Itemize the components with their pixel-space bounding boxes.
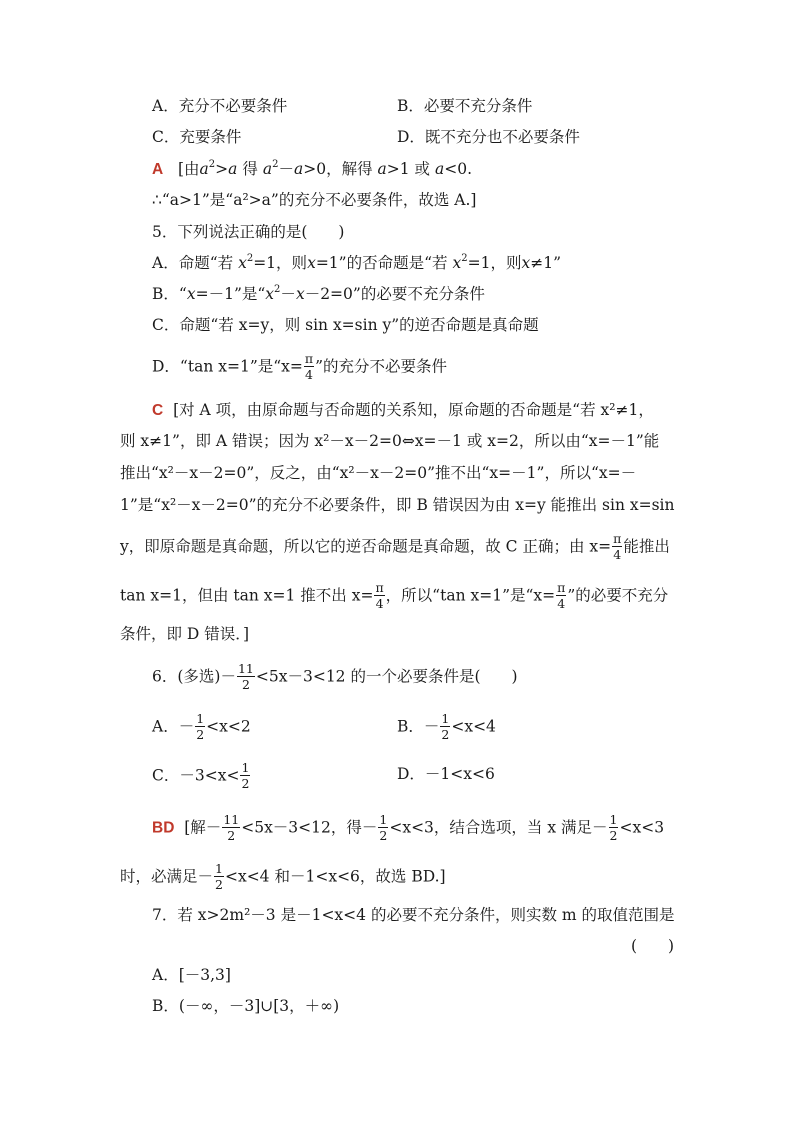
fraction-1-over-2: $\frac{1}{2}$ [215, 861, 223, 892]
fraction-11-over-2: $\frac{11}{2}$ [237, 661, 254, 692]
fraction-pi-over-4: $\frac{\pi}{4}$ [613, 531, 622, 562]
q5-stem: 5．下列说法正确的是( ) [152, 223, 345, 241]
q6-option-c: C．－3<x< $\frac{1}{2}$ [152, 760, 250, 791]
q5-option-c: C．命题“若 x=y，则 sin x=sin y”的逆否命题是真命题 [152, 316, 539, 334]
q4-solution-line2: ∴“a>1”是“a²>a”的充分不必要条件，故选 A.] [152, 191, 477, 209]
q4-answer: A [152, 161, 164, 178]
fraction-pi-over-4: $\frac{\pi}{4}$ [304, 351, 314, 382]
fraction-pi-over-4: $\frac{\pi}{4}$ [375, 580, 384, 611]
q5-explanation-line1: C [对 A 项，由原命题与否命题的关系知，原命题的否命题是“若 x²≠1， [152, 401, 654, 419]
q5-explanation-line2: 则 x≠1”，即 A 错误；因为 x²－x－2=0⇔x=－1 或 x=2，所以由“x=－1”能 [120, 432, 660, 450]
q7-answer-paren: ( ) [631, 937, 675, 955]
q5-explanation-line3: 推出“x²－x－2=0”，反之，由“x²－x－2=0”推不出“x=－1”，所以“x=－ [120, 464, 637, 482]
q5-answer: C [152, 402, 164, 419]
fraction-1-over-2: $\frac{1}{2}$ [441, 711, 450, 742]
q5-explanation-line4: 1”是“x²－x－2=0”的充分不必要条件，即 B 错误因为由 x=y 能推出 sin x=sin [120, 496, 675, 514]
q4-option-a: A．充分不必要条件 [152, 97, 288, 115]
q4-option-d: D．既不充分也不必要条件 [397, 128, 580, 146]
fraction-1-over-2: $\frac{1}{2}$ [196, 711, 205, 742]
q4-option-c: C．充要条件 [152, 128, 242, 146]
fraction-pi-over-4: $\frac{\pi}{4}$ [557, 580, 566, 611]
q5-explanation-line6: tan x=1，但由 tan x=1 推不出 x= $\frac{\pi}{4}$ ，所以“tan x=1”是“x= $\frac{\pi}{4}$ ”的必要不充分 [120, 580, 669, 611]
fraction-11-over-2: $\frac{11}{2}$ [223, 812, 240, 843]
q6-option-b: B．－ $\frac{1}{2}$ <x<4 [397, 711, 496, 742]
q5-option-d: D．“tan x=1”是“x= $\frac{\pi}{4}$ ”的充分不必要条件 [152, 351, 448, 382]
q5-option-a: A．命题“若 $x^2=1$，则x=1”的否命题是“若 $x^2=1$，则x≠1” [152, 253, 562, 272]
q5-explanation-line7: 条件，即 D 错误．] [120, 625, 250, 643]
q4-solution-line1: A [由$a^2>a$ 得 $a^2-a>0$，解得 a>1 或 a<0. [152, 159, 473, 178]
q6-solution-line1: BD [解－ $\frac{11}{2}$ <5x－3<12，得－ $\frac{1}{2}$ <x<3，结合选项，当 x 满足－ $\frac{1}{2}$ <x<3 [152, 812, 665, 843]
fraction-1-over-2: $\frac{1}{2}$ [379, 812, 388, 843]
q7-option-b: B．(－∞，－3]∪[3，＋∞) [152, 997, 340, 1015]
q6-answer: BD [152, 819, 175, 837]
q7-option-a: A．[－3,3] [152, 966, 231, 984]
fraction-1-over-2: $\frac{1}{2}$ [241, 760, 250, 791]
q6-solution-line2: 时，必满足－ $\frac{1}{2}$ <x<4 和－1<x<6，故选 BD.] [120, 861, 446, 892]
q6-stem: 6．(多选)－ $\frac{11}{2}$ <5x－3<12 的一个必要条件是( ) [152, 661, 518, 692]
q6-option-d: D．－1<x<6 [397, 765, 495, 783]
fraction-1-over-2: $\frac{1}{2}$ [609, 812, 618, 843]
q4-option-b: B．必要不充分条件 [397, 97, 533, 115]
q7-stem: 7．若 x>2m²－3 是－1<x<4 的必要不充分条件，则实数 m 的取值范围是 [152, 906, 675, 924]
q6-option-a: A．－ $\frac{1}{2}$ <x<2 [152, 711, 251, 742]
q5-explanation-line5: y，即原命题是真命题，所以它的逆否命题是真命题，故 C 正确；由 x= $\frac{\pi}{4}$ 能推出 [120, 531, 670, 562]
q5-option-b: B．“x=－1”是“$x^2-x-2=0$”的必要不充分条件 [152, 284, 485, 303]
